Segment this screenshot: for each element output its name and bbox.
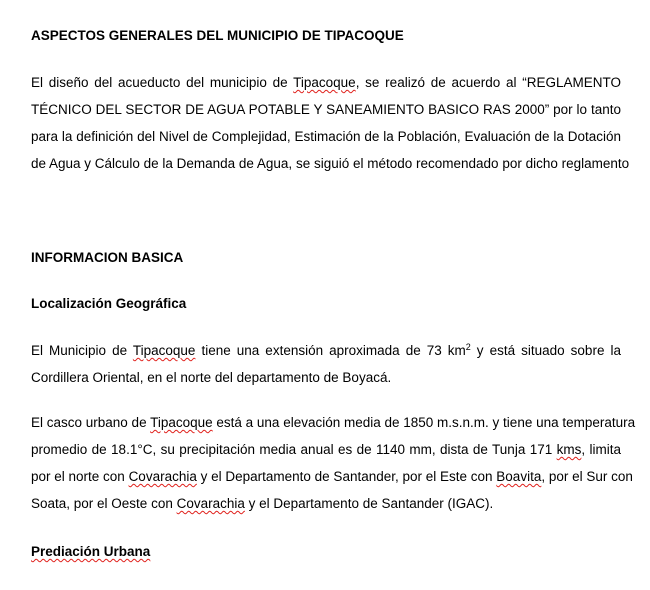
misspelled-word: Tipacoque [150,415,213,430]
misspelled-word: Tipacoque [293,75,356,90]
paragraph-line: El diseño del acueducto del municipio de Tipacoque, se realizó de acuerdo al “REGLAMENTO [31,75,622,90]
superscript: 2 [465,342,471,352]
paragraph-line: por el norte con Covarachia y el Departamento de Santander, por el Este con Boavita, por el Sur con [31,469,633,484]
misspelled-word: Covarachia [128,469,197,484]
heading-informacion-basica: INFORMACION BASICA [31,250,184,265]
paragraph-line: para la definición del Nivel de Complejidad, Estimación de la Población, Evaluación de la Dotación [31,129,621,144]
misspelled-word: Covarachia [176,496,245,511]
paragraph-localizacion [31,337,621,391]
paragraph-acueducto [31,69,630,177]
misspelled-word: Boavita [496,469,542,484]
paragraph-line: El casco urbano de Tipacoque está a una elevación media de 1850 m.s.n.m. y tiene una temperatura [31,415,636,430]
paragraph-line: Cordillera Oriental, en el norte del departamento de Boyacá. [31,370,392,385]
heading-aspectos-generales: ASPECTOS GENERALES DEL MUNICIPIO DE TIPACOQUE [31,28,404,43]
paragraph-casco-urbano [31,409,636,517]
misspelled-word: kms [556,442,582,457]
paragraph-line: de Agua y Cálculo de la Demanda de Agua, se siguió el método recomendado por dicho reglamento [31,156,630,171]
paragraph-line: Soata, por el Oeste con Covarachia y el Departamento de Santander (IGAC). [31,496,494,511]
paragraph-line: promedio de 18.1°C, su precipitación media anual es de 1140 mm, dista de Tunja 171 kms, limita [31,442,621,457]
paragraph-line: El Municipio de Tipacoque tiene una extensión aproximada de 73 $km^2$ y está situado sobre la [31,342,621,358]
paragraph-line: TÉCNICO DEL SECTOR DE AGUA POTABLE Y SANEAMIENTO BASICO RAS 2000” por lo tanto [31,102,621,117]
heading-localizacion: Localización Geográfica [31,296,187,311]
misspelled-word: Tipacoque [132,343,196,358]
heading-prediacion-urbana: Prediación Urbana [31,544,151,559]
